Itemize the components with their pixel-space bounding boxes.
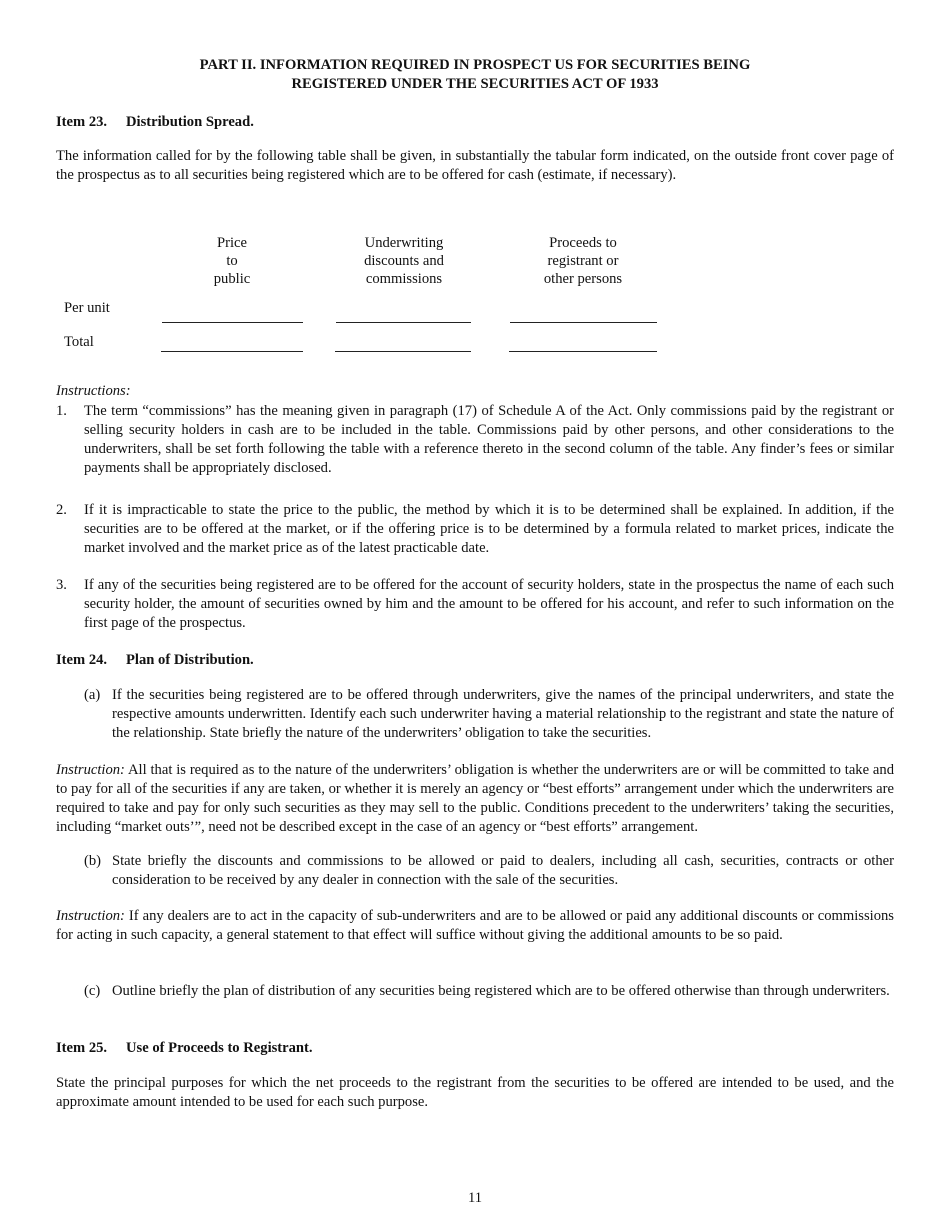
item-24-c-text: Outline briefly the plan of distribution of any securities being registered which are to be offered otherwise than through underwriters. bbox=[112, 983, 890, 999]
instruction-label: Instruction: bbox=[56, 762, 125, 778]
instruction-number: 2. bbox=[56, 502, 67, 518]
instruction-item bbox=[56, 402, 894, 478]
blank-line bbox=[161, 351, 303, 352]
column-header-price: Price to public bbox=[213, 235, 251, 287]
item-24-title: Plan of Distribution. bbox=[126, 652, 254, 668]
instruction-text: If it is impracticable to state the price to the public, the method by which it is to be determined shall be explained. In addition, if the securities are to be offered at the market, or if the offering price is to be determined by a formula related to market prices, indicate the market involved and the market price as of the latest practicable date. bbox=[84, 502, 894, 556]
instruction-text: If any of the securities being registered are to be offered for the account of security holders, state in the prospectus the name of each such security holder, the amount of securities owned by him and the amount to be offered for his account, and refer to such information on the first page of the prospectus. bbox=[84, 577, 894, 631]
distribution-table bbox=[56, 234, 894, 364]
item-24-instruction-1 bbox=[56, 761, 894, 837]
item-23-intro: The information called for by the following table shall be given, in substantially the tabular form indicated, on the outside front cover page of the prospectus as to all securities being registered which are to be offered for cash (estimate, if necessary). bbox=[56, 148, 894, 183]
instruction-label: Instruction: bbox=[56, 908, 125, 924]
item-24-c bbox=[84, 982, 894, 1001]
item-25-heading bbox=[56, 1039, 313, 1058]
page-number: 11 bbox=[467, 1190, 483, 1206]
item-24-instruction-2 bbox=[56, 907, 894, 945]
item-23-number: Item 23. bbox=[56, 114, 108, 130]
item-25-title: Use of Proceeds to Registrant. bbox=[126, 1040, 313, 1056]
item-24-a bbox=[84, 686, 894, 743]
instruction-text: The term “commissions” has the meaning given in paragraph (17) of Schedule A of the Act. Only commissions paid by the registrant or selling security holders in cash are to be included in the table. Commissions paid by other persons, and other considerations to the underwriters, shall be set forth following the table with a reference thereto in the second column of the table. Any finder’s fees or similar payments shall be appropriately disclosed. bbox=[84, 403, 894, 476]
instruction-text: If any dealers are to act in the capacity of sub-underwriters and are to be allowed or paid any additional discounts or commissions for acting in such capacity, a general statement to that effect will suffice without giving the additional amounts to be so paid. bbox=[56, 908, 894, 943]
instruction-text: All that is required as to the nature of the underwriters’ obligation is whether the underwriters are or will be committed to take and to pay for all of the securities if any are taken, or whether it is merely an agency or “best efforts” arrangement under which the underwriters are required to take and pay for only such securities as they may sell to the public. Conditions precedent to the underwriters’ taking the securities, including “market outs’”, need not be described except in the case of an agency or “best efforts” arrangement. bbox=[56, 762, 894, 835]
item-23-heading bbox=[56, 113, 254, 132]
item-24-b bbox=[84, 852, 894, 890]
item-25-text: State the principal purposes for which the net proceeds to the registrant from the securities to be offered are intended to be used, and the approximate amount intended to be used for each such purpose. bbox=[56, 1075, 894, 1110]
instructions-label: Instructions: bbox=[56, 383, 131, 399]
item-24-heading bbox=[56, 651, 254, 670]
item-24-number: Item 24. bbox=[56, 652, 108, 668]
item-23-title: Distribution Spread. bbox=[126, 114, 254, 130]
instruction-number: 3. bbox=[56, 577, 67, 593]
blank-line bbox=[510, 322, 657, 323]
blank-line bbox=[335, 351, 471, 352]
item-24-a-text: If the securities being registered are to be offered through underwriters, give the names of the principal underwriters, and state the respective amounts underwritten. Identify each such underwriter having a material relationship to the registrant and state the nature of the relationship. State briefly the nature of the underwriters’ obligation to take the securities. bbox=[112, 687, 894, 741]
page-title bbox=[56, 56, 894, 94]
item-24-b-label: (b) bbox=[84, 853, 102, 869]
column-header-underwriting: Underwriting discounts and commissions bbox=[364, 235, 444, 287]
item-24-c-label: (c) bbox=[84, 983, 101, 999]
item-25-number: Item 25. bbox=[56, 1040, 108, 1056]
title-line-1: PART II. INFORMATION REQUIRED IN PROSPECT US FOR SECURITIES BEING bbox=[199, 57, 751, 73]
blank-line bbox=[162, 322, 303, 323]
instruction-item bbox=[56, 576, 894, 633]
column-header-proceeds: Proceeds to registrant or other persons bbox=[543, 235, 623, 287]
blank-line bbox=[509, 351, 657, 352]
item-24-a-label: (a) bbox=[84, 687, 101, 703]
row-label-total: Total bbox=[64, 334, 94, 350]
row-label-per-unit: Per unit bbox=[64, 300, 110, 316]
blank-line bbox=[336, 322, 471, 323]
item-24-b-text: State briefly the discounts and commissions to be allowed or paid to dealers, including all cash, securities, contracts or other consideration to be received by any dealer in connection with the sale of the securities. bbox=[112, 853, 894, 888]
title-line-2: REGISTERED UNDER THE SECURITIES ACT OF 1933 bbox=[291, 76, 659, 92]
instruction-number: 1. bbox=[56, 403, 67, 419]
instruction-item bbox=[56, 501, 894, 558]
